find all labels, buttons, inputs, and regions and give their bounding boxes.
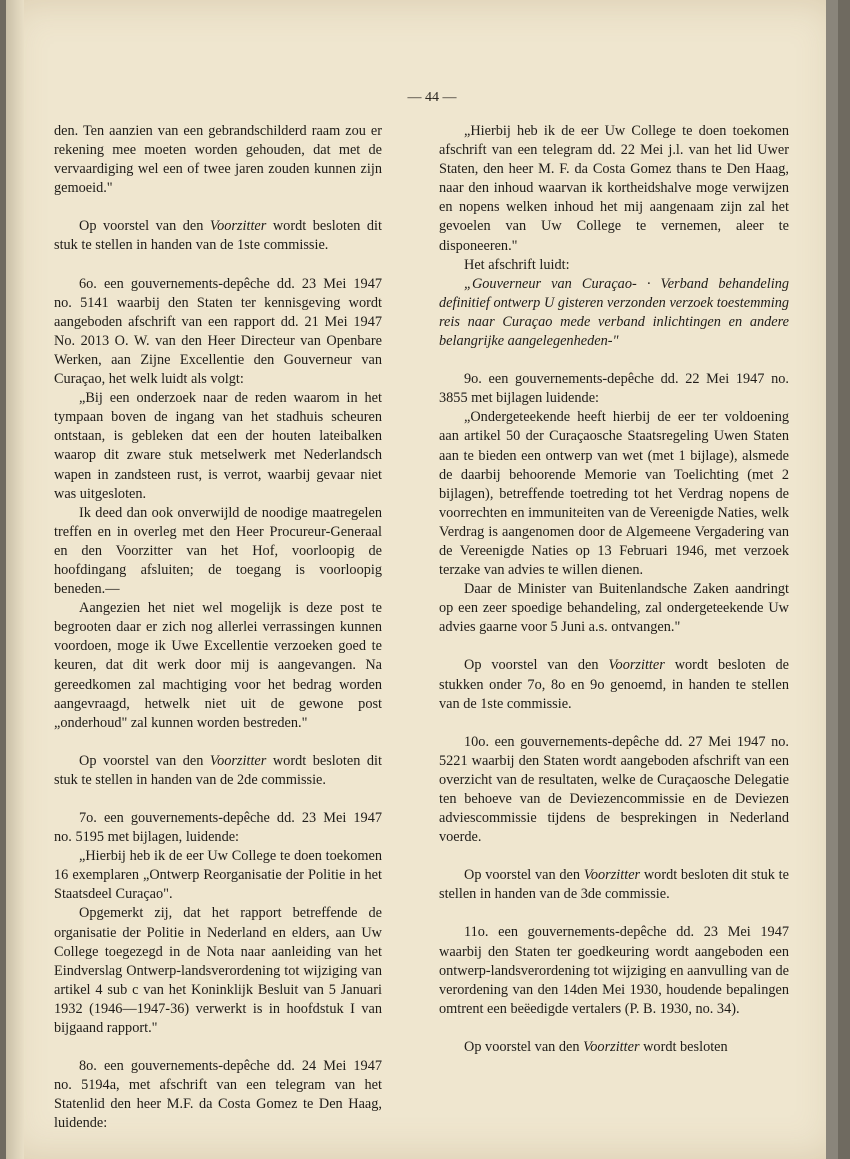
paragraph: „Ondergeteekende heeft hierbij de eer ter voldoening aan artikel 50 der Curaçaosche Staatsregeling Uwen Staten aan te bieden een ontwerp van wet (met 1 bijlage), alsmede de daarbij behoorende Memorie van Toelichting (met 2 bijlagen), betreffende toetreding tot het Verdrag nopens de voorrechten en immuniteiten van de Vereenigde Naties, welk Verdrag is aangenomen door de Algemeene Vergadering van de Vereenigde Naties op 13 Februari 1946, met verzoek terzake van advies te willen dienen. [439, 409, 789, 579]
document-page [6, 0, 838, 1159]
decision-paragraph: Op voorstel van den Voorzitter wordt besloten dit stuk te stellen in handen van de 1ste commissie. [54, 218, 382, 254]
paragraph: Ik deed dan ook onverwijld de noodige maatregelen treffen en in overleg met den Heer Procureur-Generaal en den Voorzitter van het Hof, voorloopig de hoofdingang afsluiten; de toegang is voorloopig beneden.— [54, 504, 382, 598]
paragraph: Aangezien het niet wel mogelijk is deze post te begrooten daar er zich nog allerlei verrassingen kunnen voordoen, moge ik Uwe Excellentie verzoeken goed te keuren, dat dit werk door mij is aangevangen. Na gereedkomen zal machtiging voor het bedrag worden aangevraagd, hetwelk niet uit de gewone post „onderhoud" zal kunnen worden bestreden." [54, 600, 382, 731]
paragraph: „Hierbij heb ik de eer Uw College te doen toekomen 16 exemplaren „Ontwerp Reorganisatie der Politie in het Staatsdeel Curaçao". [54, 848, 382, 903]
paragraph: Opgemerkt zij, dat het rapport betreffende de organisatie der Politie in Nederland en elders, aan Uw College toegezegd in de Nota naar aanleiding van het Eindverslag Ontwerp-landsverordening tot wijziging van artikel 4 sub c van het Koninklijk Besluit van 5 Januari 1932 (1946—1947-36) verwerkt is in hoofdstuk I van bijgaand rapport." [54, 905, 382, 1037]
agenda-item-11: 11o. een gouvernements-depêche dd. 23 Mei 1947 waarbij den Staten ter goedkeuring wordt aangeboden een ontwerp-landsverordening tot wijziging en aanvulling van de verordening van den 14den Mei 1930, houdende bepalingen omtrent een beëedigde vertalers (P. B. 1930, no. 34). [439, 924, 789, 1017]
decision-paragraph: Op voorstel van den Voorzitter wordt besloten [464, 1038, 728, 1055]
agenda-item-8: 8o. een gouvernements-depêche dd. 24 Mei 1947 no. 5194a, met afschrift van een telegram van het Statenlid den heer M.F. da Costa Gomez te Den Haag, luidende: [54, 1058, 382, 1132]
decision-paragraph: Op voorstel van den Voorzitter wordt besloten de stukken onder 7o, 8o en 9o genoemd, in handen te stellen van de 1ste commissie. [439, 657, 789, 712]
paragraph: Het afschrift luidt: [464, 256, 570, 273]
left-column [54, 122, 382, 1134]
paragraph: „Hierbij heb ik de eer Uw College te doen toekomen afschrift van een telegram dd. 22 Mei j.l. van het lid Uwer Staten, den heer M. F. da Costa Gomez thans te Den Haag, naar den inhoud waarvan ik kortheidshalve moge verwijzen en nopens welken inhoud het mij aangenaam zijn zal het gevoelen van Uw College te vernemen, aleer te disponeeren." [439, 123, 789, 254]
paragraph: „Bij een onderzoek naar de reden waarom in het tympaan boven de ingang van het stadhuis scheuren ontstaan, is gebleken dat een der houten lateibalken waarop dit zware stuk metselwerk met Nederlandsch wapen in zandsteen rust, is verrot, waarbij gevaar niet was uitgesloten. [54, 390, 382, 502]
agenda-item-7: 7o. een gouvernements-depêche dd. 23 Mei 1947 no. 5195 met bijlagen, luidende: [54, 810, 382, 846]
decision-paragraph: Op voorstel van den Voorzitter wordt besloten dit stuk te stellen in handen van de 2de commissie. [54, 752, 382, 788]
agenda-item-10: 10o. een gouvernements-depêche dd. 27 Mei 1947 no. 5221 waarbij den Staten wordt aangeboden afschrift van een overzicht van de resultaten, welke de Curaçaosche Delegatie ten behoeve van de Deviezencommissie en de Deviezen adviescommissie tijdens de besprekingen in Nederland voerde. [439, 733, 789, 846]
paragraph: Daar de Minister van Buitenlandsche Zaken aandringt op een zeer spoedige behandeling, zal ondergeteekende Uw advies gaarne voor 5 Juni a.s. ontvangen." [439, 581, 789, 636]
agenda-item-6: 6o. een gouvernements-depêche dd. 23 Mei 1947 no. 5141 waarbij den Staten ter kennisgeving wordt aangeboden afschrift van een rapport dd. 21 Mei 1947 No. 2013 O. W. van den Heer Directeur van Openbare Werken, aan Zijne Excellentie den Gouverneur van Curaçao, het welk luidt als volgt: [54, 275, 382, 388]
page-edge [826, 0, 838, 1159]
binding-spine [6, 0, 24, 1159]
agenda-item-9: 9o. een gouvernements-depêche dd. 22 Mei 1947 no. 3855 met bijlagen luidende: [439, 371, 789, 407]
right-column [439, 122, 789, 1057]
page-number: — 44 — [407, 90, 457, 105]
decision-paragraph: Op voorstel van den Voorzitter wordt besloten dit stuk te stellen in handen van de 3de commissie. [439, 867, 789, 903]
telegram-text: „Gouverneur van Curaçao- · Verband behandeling definitief ontwerp U gisteren verzonden verzoek toestemming reis naar Curaçao mede verband inlichtingen en andere belangrijke aangelegenheden-" [439, 275, 789, 350]
paragraph: den. Ten aanzien van een gebrandschilderd raam zou er rekening mee moeten worden gehouden, dat met de vervaardiging wel een of twee jaren zouden kunnen zijn gemoeid." [54, 123, 382, 197]
